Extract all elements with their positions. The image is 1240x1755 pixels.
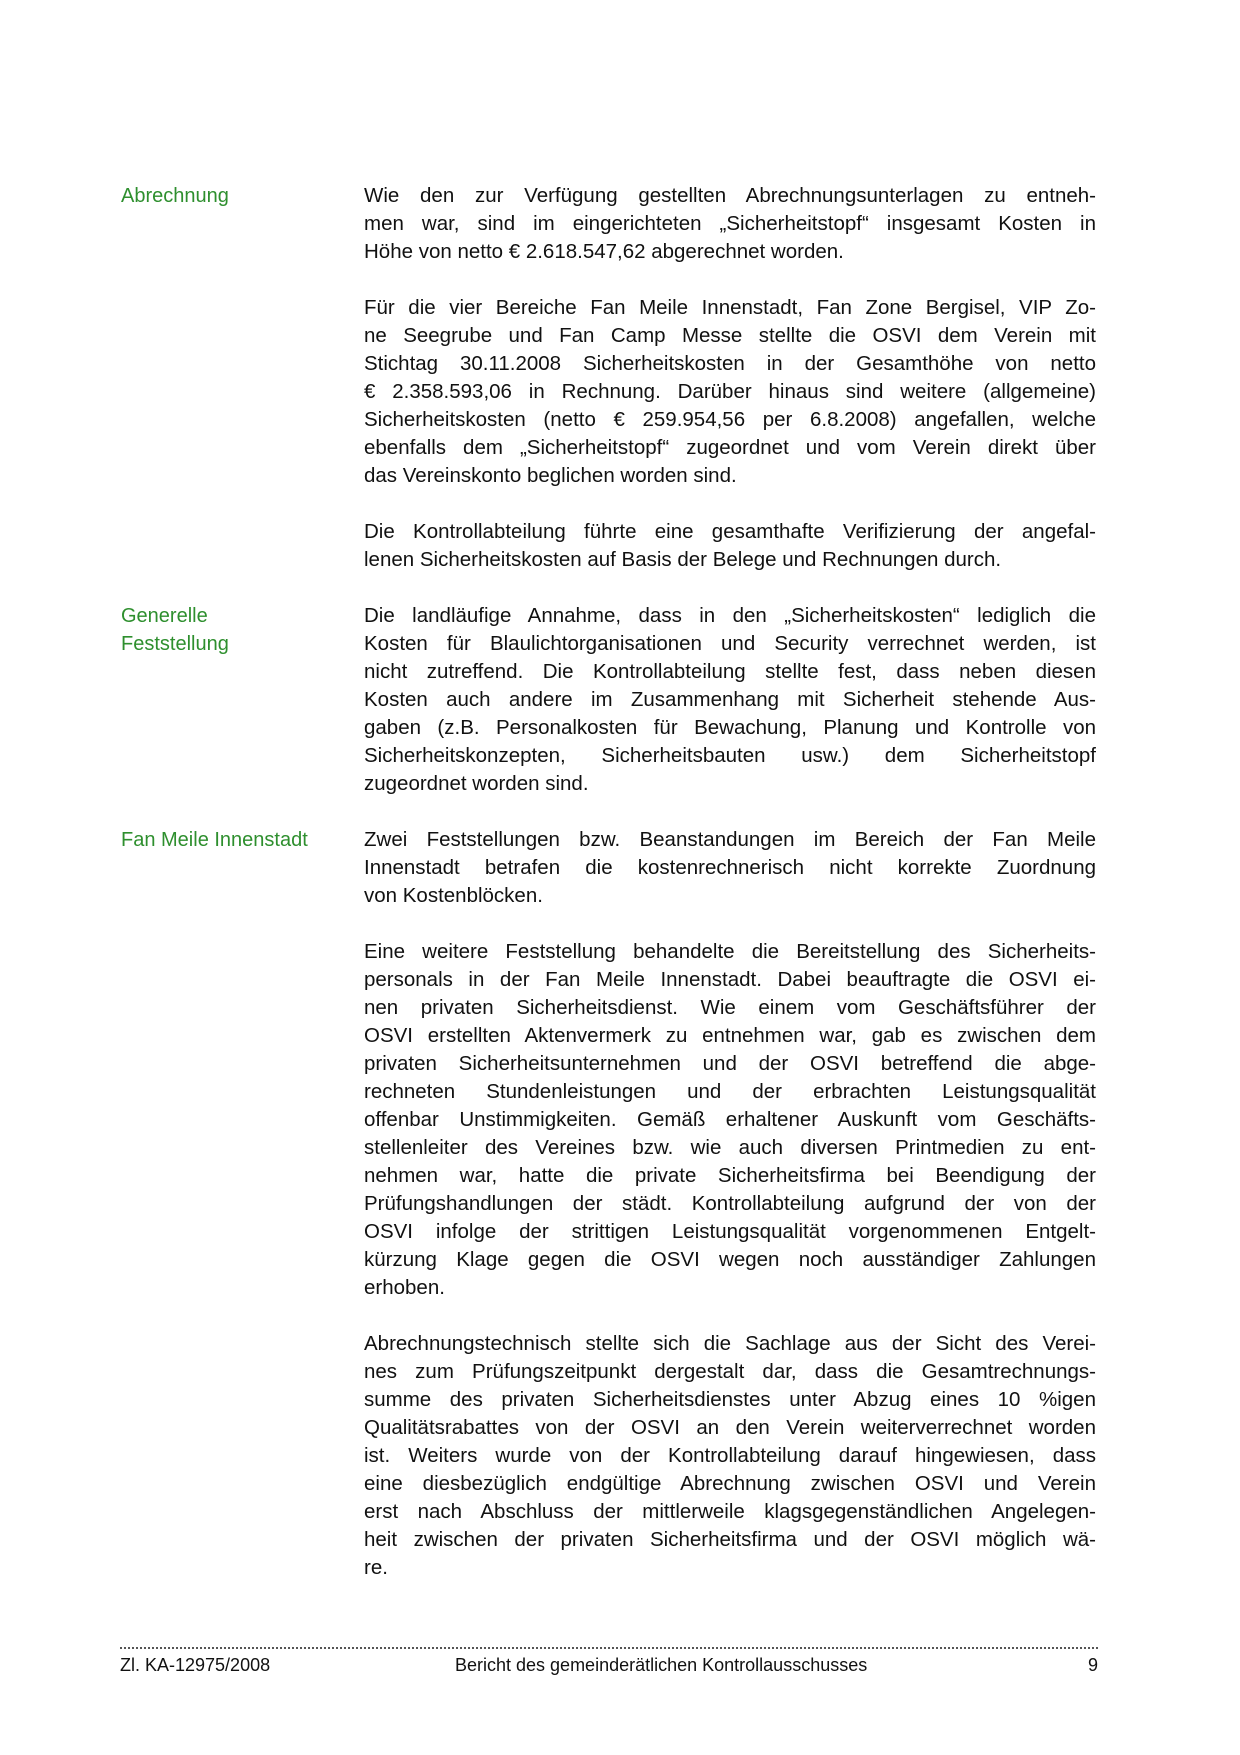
text-line: summe des privaten Sicherheitsdienstes unter Abzug eines 10 %igen [364,1388,1096,1411]
text-line: privaten Sicherheitsunternehmen und der OSVI betreffend die abge- [364,1052,1096,1075]
paragraph [364,938,1096,1302]
text-line: lenen Sicherheitskosten auf Basis der Belege und Rechnungen durch. [364,548,1002,571]
text-line: Höhe von netto € 2.618.547,62 abgerechnet worden. [364,240,844,263]
text-line: Die Kontrollabteilung führte eine gesamthafte Verifizierung der angefal- [364,520,1096,543]
text-line: Wie den zur Verfügung gestellten Abrechnungsunterlagen zu entneh- [364,184,1096,207]
text-line: ne Seegrube und Fan Camp Messe stellte die OSVI dem Verein mit [364,324,1096,347]
text-line: nicht zutreffend. Die Kontrollabteilung stellte fest, dass neben diesen [364,660,1096,683]
margin-heading [121,182,341,210]
section-text [364,182,1096,574]
text-line: zugeordnet worden sind. [364,772,589,795]
footer-title: Bericht des gemeinderätlichen Kontrollausschusses [455,1655,868,1675]
text-line: erhoben. [364,1276,445,1299]
section [0,182,1240,574]
paragraph [364,182,1096,266]
margin-heading-line: Generelle [121,605,208,627]
text-line: Sicherheitskonzepten, Sicherheitsbauten usw.) dem Sicherheitstopf [364,744,1096,767]
text-line: Kosten auch andere im Zusammenhang mit Sicherheit stehende Aus- [364,688,1096,711]
text-line: nehmen war, hatte die private Sicherheitsfirma bei Beendigung der [364,1164,1096,1187]
text-line: stellenleiter des Vereines bzw. wie auch diversen Printmedien zu ent- [364,1136,1096,1159]
text-line: re. [364,1556,388,1579]
text-line: ebenfalls dem „Sicherheitstopf“ zugeordnet und vom Verein direkt über [364,436,1096,459]
text-line: offenbar Unstimmigkeiten. Gemäß erhaltener Auskunft vom Geschäfts- [364,1108,1096,1131]
paragraph [364,294,1096,490]
paragraph [364,1330,1096,1582]
text-line: men war, sind im eingerichteten „Sicherheitstopf“ insgesamt Kosten in [364,212,1096,235]
text-line: Qualitätsrabattes von der OSVI an den Verein weiterverrechnet worden [364,1416,1096,1439]
footer-divider [120,1647,1098,1649]
margin-heading-line: Fan Meile Innenstadt [121,829,308,851]
text-line: OSVI erstellten Aktenvermerk zu entnehmen war, gab es zwischen dem [364,1024,1096,1047]
text-line: Eine weitere Feststellung behandelte die Bereitstellung des Sicherheits- [364,940,1096,963]
text-line: von Kostenblöcken. [364,884,543,907]
text-line: Sicherheitskosten (netto € 259.954,56 per 6.8.2008) angefallen, welche [364,408,1096,431]
paragraph [364,602,1096,798]
margin-heading-line: Abrechnung [121,185,229,207]
text-line: erst nach Abschluss der mittlerweile klagsgegenständlichen Angelegen- [364,1500,1096,1523]
section [0,826,1240,1582]
text-line: kürzung Klage gegen die OSVI wegen noch ausständiger Zahlungen [364,1248,1096,1271]
footer-reference: Zl. KA-12975/2008 [120,1655,271,1675]
text-line: eine diesbezüglich endgültige Abrechnung zwischen OSVI und Verein [364,1472,1096,1495]
margin-heading-line: Feststellung [121,633,229,655]
document-body [0,182,1240,1610]
paragraph [364,518,1096,574]
text-line: Abrechnungstechnisch stellte sich die Sachlage aus der Sicht des Verei- [364,1332,1096,1355]
page-number: 9 [1087,1655,1098,1675]
text-line: OSVI infolge der strittigen Leistungsqualität vorgenommenen Entgelt- [364,1220,1096,1243]
text-line: Für die vier Bereiche Fan Meile Innenstadt, Fan Zone Bergisel, VIP Zo- [364,296,1096,319]
text-line: ist. Weiters wurde von der Kontrollabteilung darauf hingewiesen, dass [364,1444,1096,1467]
text-line: Kosten für Blaulichtorganisationen und Security verrechnet werden, ist [364,632,1096,655]
text-line: Innenstadt betrafen die kostenrechnerisch nicht korrekte Zuordnung [364,856,1096,879]
margin-heading [121,826,341,854]
section-text [364,826,1096,1582]
text-line: nen privaten Sicherheitsdienst. Wie einem vom Geschäftsführer der [364,996,1096,1019]
text-line: Prüfungshandlungen der städt. Kontrollabteilung aufgrund der von der [364,1192,1096,1215]
text-line: Zwei Feststellungen bzw. Beanstandungen im Bereich der Fan Meile [364,828,1096,851]
text-line: € 2.358.593,06 in Rechnung. Darüber hinaus sind weitere (allgemeine) [364,380,1096,403]
text-line: das Vereinskonto beglichen worden sind. [364,464,737,487]
text-line: Stichtag 30.11.2008 Sicherheitskosten in der Gesamthöhe von netto [364,352,1096,375]
text-line: gaben (z.B. Personalkosten für Bewachung, Planung und Kontrolle von [364,716,1096,739]
text-line: rechneten Stundenleistungen und der erbrachten Leistungsqualität [364,1080,1096,1103]
text-line: Die landläufige Annahme, dass in den „Sicherheitskosten“ lediglich die [364,604,1096,627]
paragraph [364,826,1096,910]
text-line: heit zwischen der privaten Sicherheitsfirma und der OSVI möglich wä- [364,1528,1096,1551]
section-text [364,602,1096,798]
margin-heading [121,602,341,658]
text-line: nes zum Prüfungszeitpunkt dergestalt dar, dass die Gesamtrechnungs- [364,1360,1096,1383]
text-line: personals in der Fan Meile Innenstadt. Dabei beauftragte die OSVI ei- [364,968,1096,991]
section [0,602,1240,798]
